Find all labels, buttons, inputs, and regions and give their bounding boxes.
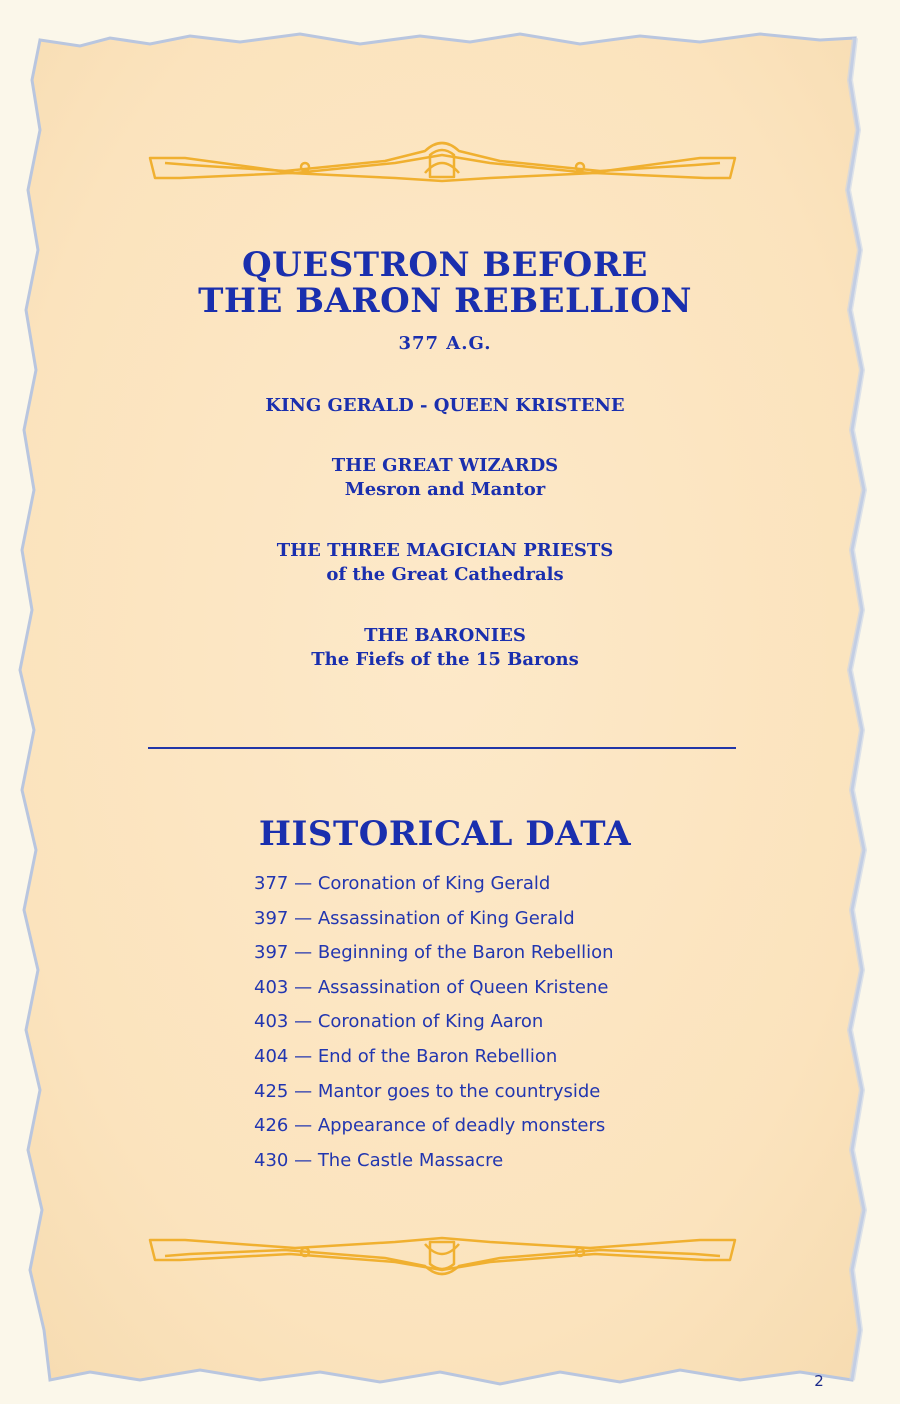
timeline-year: 430 <box>254 1149 289 1171</box>
timeline-year: 377 <box>254 873 289 894</box>
timeline-entry: 426 — Appearance of deadly monsters <box>254 1115 606 1137</box>
section-detail-baronies: The Fiefs of the 15 Barons <box>311 649 579 670</box>
timeline-year: 426 <box>254 1115 289 1137</box>
history-title: HISTORICAL DATA <box>258 814 632 854</box>
timeline-entry: 403 — Coronation of King Aaron <box>254 1011 544 1033</box>
section-heading-royalty: KING GERALD - QUEEN KRISTENE <box>265 395 625 416</box>
page-title-line2: THE BARON REBELLION <box>198 281 692 321</box>
page-number: 2 <box>814 1372 824 1390</box>
section-divider <box>148 747 736 749</box>
timeline-entry: 425 — Mantor goes to the countryside <box>254 1080 601 1102</box>
timeline-year: 397 <box>254 907 289 929</box>
history-timeline <box>254 870 734 1181</box>
timeline-entry: 397 — Beginning of the Baron Rebellion <box>254 942 614 964</box>
timeline-year: 403 <box>254 976 289 998</box>
section-detail-priests: of the Great Cathedrals <box>326 564 564 585</box>
timeline-year: 404 <box>254 1045 289 1067</box>
timeline-event: Assassination of King Gerald <box>317 907 575 929</box>
timeline-event: Mantor goes to the countryside <box>317 1080 601 1102</box>
timeline-entry: 430 — The Castle Massacre <box>254 1149 504 1171</box>
timeline-event: The Castle Massacre <box>317 1149 504 1171</box>
timeline-event: Appearance of deadly monsters <box>317 1115 606 1137</box>
timeline-event: Coronation of King Gerald <box>317 873 551 894</box>
page-title-line1: QUESTRON BEFORE <box>242 245 648 285</box>
timeline-year: 397 <box>254 942 289 964</box>
page-date: 377 A.G. <box>398 333 492 354</box>
timeline-year: 425 <box>254 1080 289 1102</box>
timeline-event: Beginning of the Baron Rebellion <box>317 942 614 964</box>
section-heading-priests: THE THREE MAGICIAN PRIESTS <box>276 540 614 561</box>
timeline-event: Coronation of King Aaron <box>317 1011 544 1033</box>
section-heading-baronies: THE BARONIES <box>364 625 526 646</box>
timeline-year: 403 <box>254 1011 289 1033</box>
timeline-entry: 377 — Coronation of King Gerald <box>254 873 551 894</box>
section-detail-wizards: Mesron and Mantor <box>344 479 546 500</box>
bottom-ornament <box>145 1228 740 1288</box>
timeline-entry: 404 — End of the Baron Rebellion <box>254 1045 558 1067</box>
timeline-entry: 403 — Assassination of Queen Kristene <box>254 976 609 998</box>
timeline-event: End of the Baron Rebellion <box>317 1045 558 1067</box>
timeline-event: Assassination of Queen Kristene <box>317 976 609 998</box>
section-heading-wizards: THE GREAT WIZARDS <box>331 455 559 476</box>
timeline-entry: 397 — Assassination of King Gerald <box>254 907 575 929</box>
